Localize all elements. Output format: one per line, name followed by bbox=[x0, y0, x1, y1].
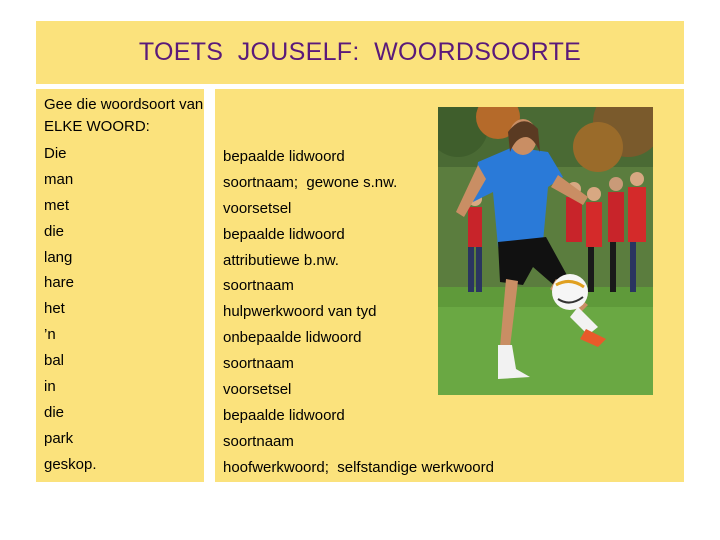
instruction-text: Gee die woordsoort van ELKE WOORD: bbox=[44, 96, 204, 135]
word-item: die bbox=[44, 403, 65, 421]
title-bar bbox=[36, 21, 684, 84]
answer-item: attributiewe b.nw. bbox=[223, 251, 339, 269]
word-item: geskop. bbox=[44, 455, 97, 473]
answer-item: bepaalde lidwoord bbox=[223, 148, 345, 165]
answer-item: soortnaam; gewone s.nw. bbox=[223, 173, 398, 191]
answer-item: soortnaam bbox=[223, 355, 294, 373]
word-item: het bbox=[44, 300, 65, 318]
word-panel bbox=[36, 89, 204, 482]
word-item: lang bbox=[44, 248, 73, 266]
word-item: park bbox=[44, 429, 74, 447]
answer-item: soortnaam bbox=[223, 277, 294, 295]
word-item: die bbox=[44, 222, 65, 240]
word-item: bal bbox=[44, 352, 65, 370]
page-title: TOETS JOUSELF: WOORDSOORTE bbox=[138, 38, 582, 66]
word-list bbox=[44, 141, 204, 478]
answer-item: voorsetsel bbox=[223, 199, 292, 217]
answer-item: soortnaam bbox=[223, 432, 294, 450]
football-player-photo bbox=[438, 107, 653, 395]
answer-item: onbepaalde lidwoord bbox=[223, 329, 362, 347]
word-item: Die bbox=[44, 145, 67, 162]
word-item: ’n bbox=[44, 326, 56, 344]
answer-item: voorsetsel bbox=[223, 381, 292, 399]
answer-item: bepaalde lidwoord bbox=[223, 225, 345, 243]
answer-item: hulpwerkwoord van tyd bbox=[223, 303, 377, 321]
answer-panel bbox=[215, 89, 684, 482]
word-item: in bbox=[44, 378, 56, 396]
word-item: man bbox=[44, 170, 74, 188]
photo-illustration bbox=[438, 107, 653, 395]
word-item: met bbox=[44, 196, 70, 214]
word-item: hare bbox=[44, 274, 75, 292]
answer-item: bepaalde lidwoord bbox=[223, 406, 345, 424]
answer-item: hoofwerkwoord; selfstandige werkwoord bbox=[223, 458, 494, 476]
